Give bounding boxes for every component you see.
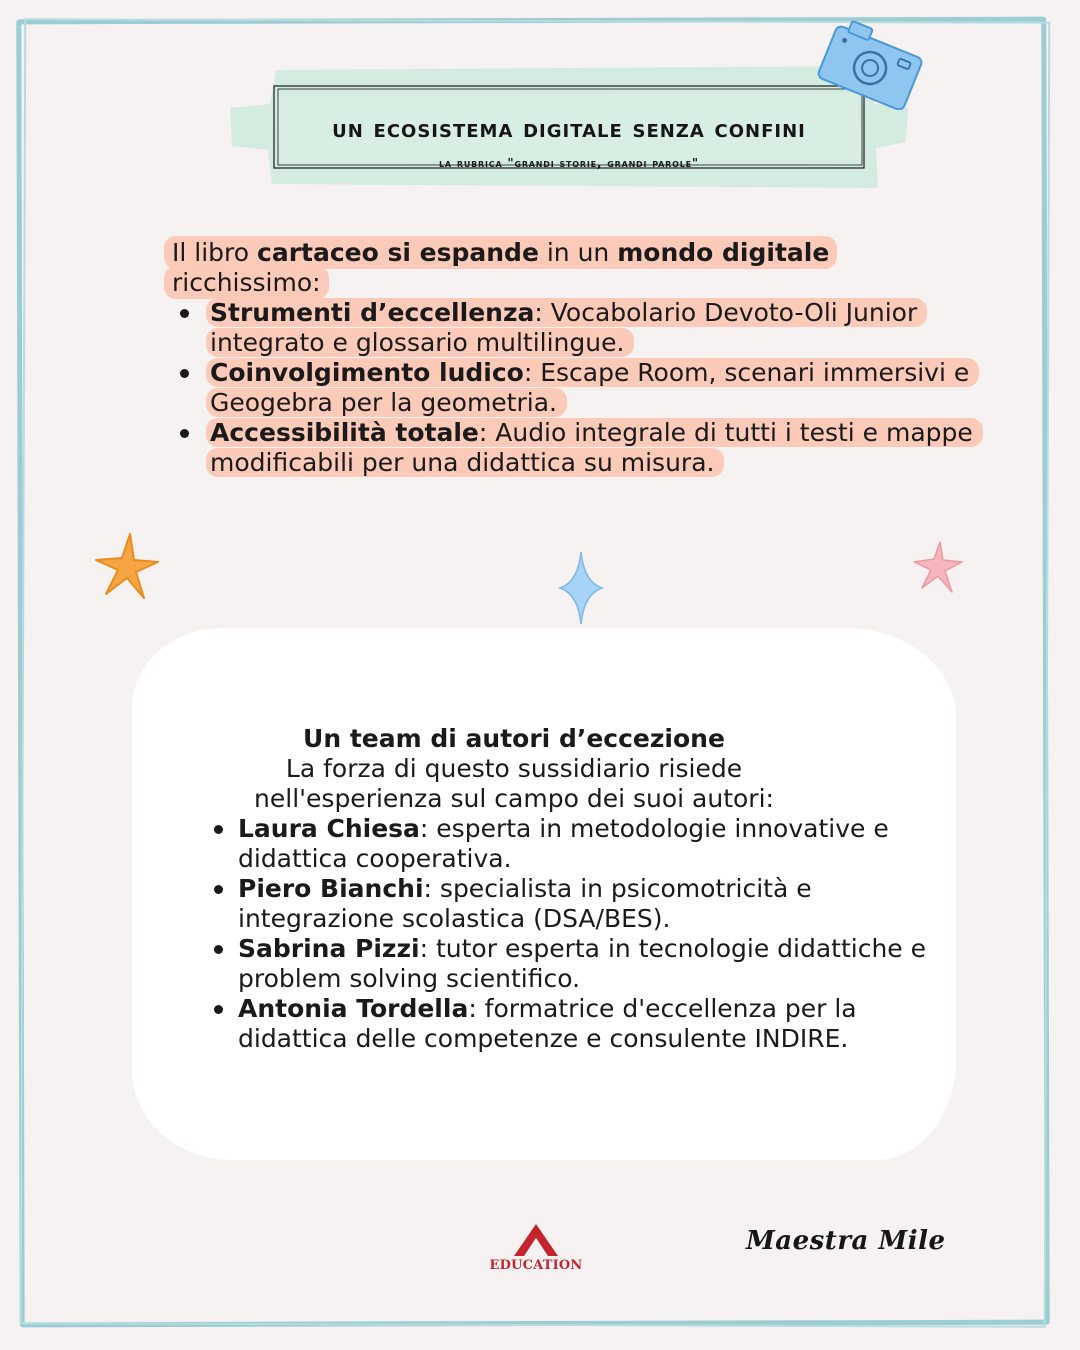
digital-list <box>160 298 980 478</box>
list-item <box>206 298 980 358</box>
list-item <box>206 418 980 478</box>
author-text: : formatrice d'eccellenza per la didattica delle competenze e consulente INDIRE. <box>238 994 857 1053</box>
signature: Maestra Mile <box>746 1226 946 1256</box>
item-label: Strumenti d’eccellenza <box>210 298 535 327</box>
page-subtitle: la rubrica "grandi storie, grandi parole" <box>439 156 699 170</box>
author-text: : esperta in metodologie innovative e didattica cooperativa. <box>238 814 889 873</box>
pink-star-icon <box>912 540 964 594</box>
authors-section <box>200 724 940 1054</box>
intro-text: Il libro <box>172 238 257 267</box>
list-item <box>238 874 940 934</box>
intro-bold-1: cartaceo si espande <box>257 238 539 267</box>
item-label: Coinvolgimento ludico <box>210 358 524 387</box>
list-item <box>238 934 940 994</box>
logo-icon <box>512 1222 560 1258</box>
intro-text-mid: in un <box>538 238 618 267</box>
item-text: : Escape Room, scenari immersivi e Geogebra per la geometria. <box>210 358 970 417</box>
author-text: : specialista in psicomotricità e integrazione scolastica (DSA/BES). <box>238 874 812 933</box>
intro-bold-2: mondo digitale <box>617 238 830 267</box>
item-text: : Vocabolario Devoto-Oli Junior integrato e glossario multilingue. <box>210 298 918 357</box>
digital-section <box>160 238 980 478</box>
list-item <box>238 994 940 1054</box>
blue-star-icon <box>558 550 604 626</box>
education-logo <box>486 1222 586 1274</box>
author-text: : tutor esperta in tecnologie didattiche e problem solving scientifico. <box>238 934 926 993</box>
intro-text-end: ricchissimo: <box>172 268 321 297</box>
author-name: Antonia Tordella <box>238 994 469 1023</box>
orange-star-icon <box>94 532 160 602</box>
list-item <box>206 358 980 418</box>
authors-heading: Un team di autori d’eccezione <box>303 724 725 753</box>
item-label: Accessibilità totale <box>210 418 479 447</box>
item-text: : Audio integrale di tutti i testi e mappe modificabili per una didattica su misura. <box>210 418 973 477</box>
author-name: Laura Chiesa <box>238 814 420 843</box>
author-name: Sabrina Pizzi <box>238 934 420 963</box>
camera-icon <box>808 16 934 110</box>
logo-text: EDUCATION <box>489 1258 583 1273</box>
authors-lead: La forza di questo sussidiario risiede nell'esperienza sul campo dei suoi autori: <box>254 754 774 813</box>
digital-intro <box>164 238 980 298</box>
authors-list <box>200 814 940 1054</box>
list-item <box>238 814 940 874</box>
page-title: un ecosistema digitale senza confini <box>332 114 806 143</box>
author-name: Piero Bianchi <box>238 874 424 903</box>
